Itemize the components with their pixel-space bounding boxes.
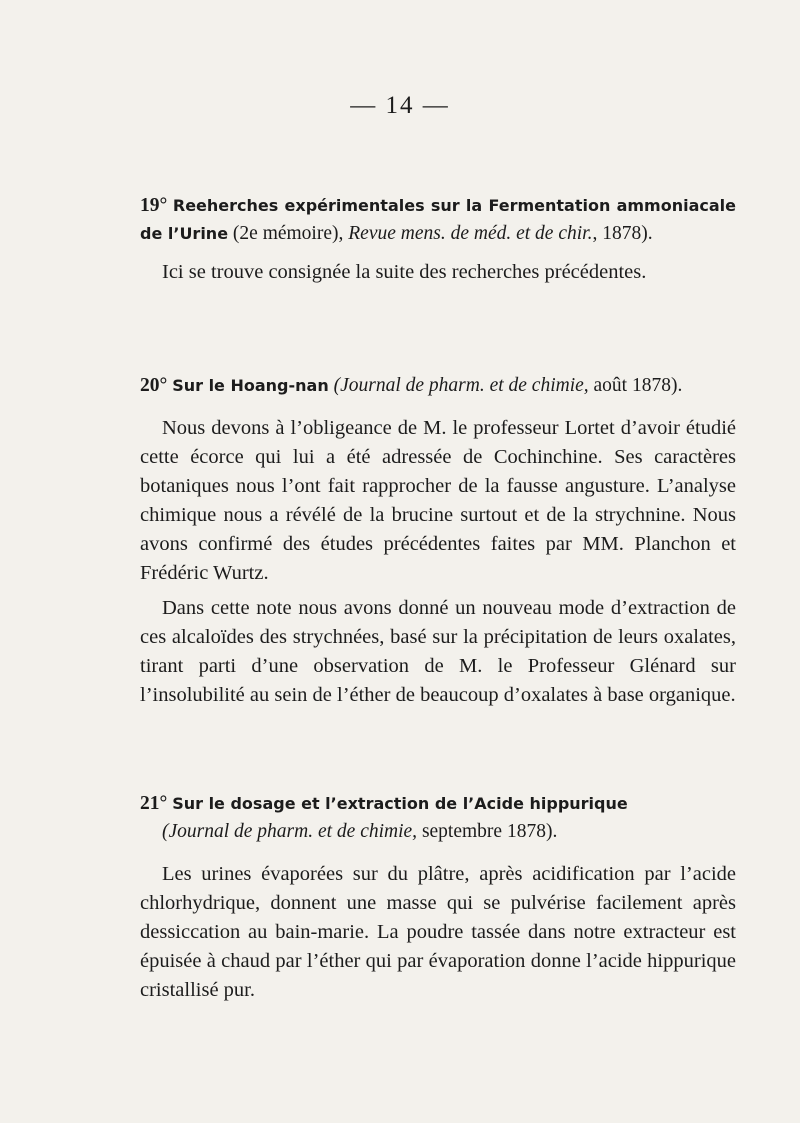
entry-paragraph: Ici se trouve consignée la suite des recherches précédentes.: [162, 261, 647, 283]
entry-number: 19°: [140, 195, 168, 216]
entry-journal: (Journal de pharm. et de chimie,: [333, 375, 589, 396]
entry-title: Sur le dosage et l’extraction de l’Acide hippurique: [172, 794, 628, 813]
entry-reference: , 1878).: [592, 223, 653, 244]
entry-paragraph: Nous devons à l’obligeance de M. le professeur Lortet d’avoir étudié cette écorce qui lui a été adressée de Cochinchine. Ses caractères botaniques nous l’ont fait rapprocher de la fausse angusture. L’analyse chimique nous a révélé de la brucine surtout et de la strychnine. Nous avons confirmé des études précédentes faites par MM. Planchon et Frédéric Wurtz.: [140, 417, 736, 584]
bibliography-entry-19: [140, 192, 736, 287]
entry-heading: [140, 790, 736, 846]
entry-journal: (Journal de pharm. et de chimie,: [162, 821, 418, 842]
entry-note: (2e mémoire),: [232, 223, 344, 244]
entry-reference: septembre 1878).: [421, 821, 558, 842]
entry-journal: Revue mens. de méd. et de chir.: [348, 223, 593, 244]
page-number: — 14 —: [350, 92, 450, 119]
entry-title: Sur le Hoang-nan: [172, 376, 329, 395]
entry-heading: [140, 192, 736, 248]
entry-reference: août 1878).: [593, 375, 683, 396]
entry-title: Reeherches expérimentales sur la Fermentation ammoniacale de l’Urine: [140, 196, 737, 243]
bibliography-entry-20: [140, 372, 736, 710]
entry-heading: [140, 372, 736, 400]
entry-paragraph: Dans cette note nous avons donné un nouveau mode d’extraction de ces alcaloïdes des strychnées, basé sur la précipitation de leurs oxalates, tirant parti d’une observation de M. le Professeur Glénard sur l’insolubilité au sein de l’éther de beaucoup d’oxalates à base organique.: [140, 597, 736, 706]
entry-number: 21°: [140, 793, 168, 814]
entry-paragraph: Les urines évaporées sur du plâtre, après acidification par l’acide chlorhydrique, donnent une masse qui se pulvérise facilement après dessiccation au bain-marie. La poudre tassée dans notre extracteur est épuisée à chaud par l’éther qui par évaporation donne l’acide hippurique cristallisé pur.: [140, 863, 736, 1001]
bibliography-entry-21: [140, 790, 736, 1005]
entry-number: 20°: [140, 375, 168, 396]
